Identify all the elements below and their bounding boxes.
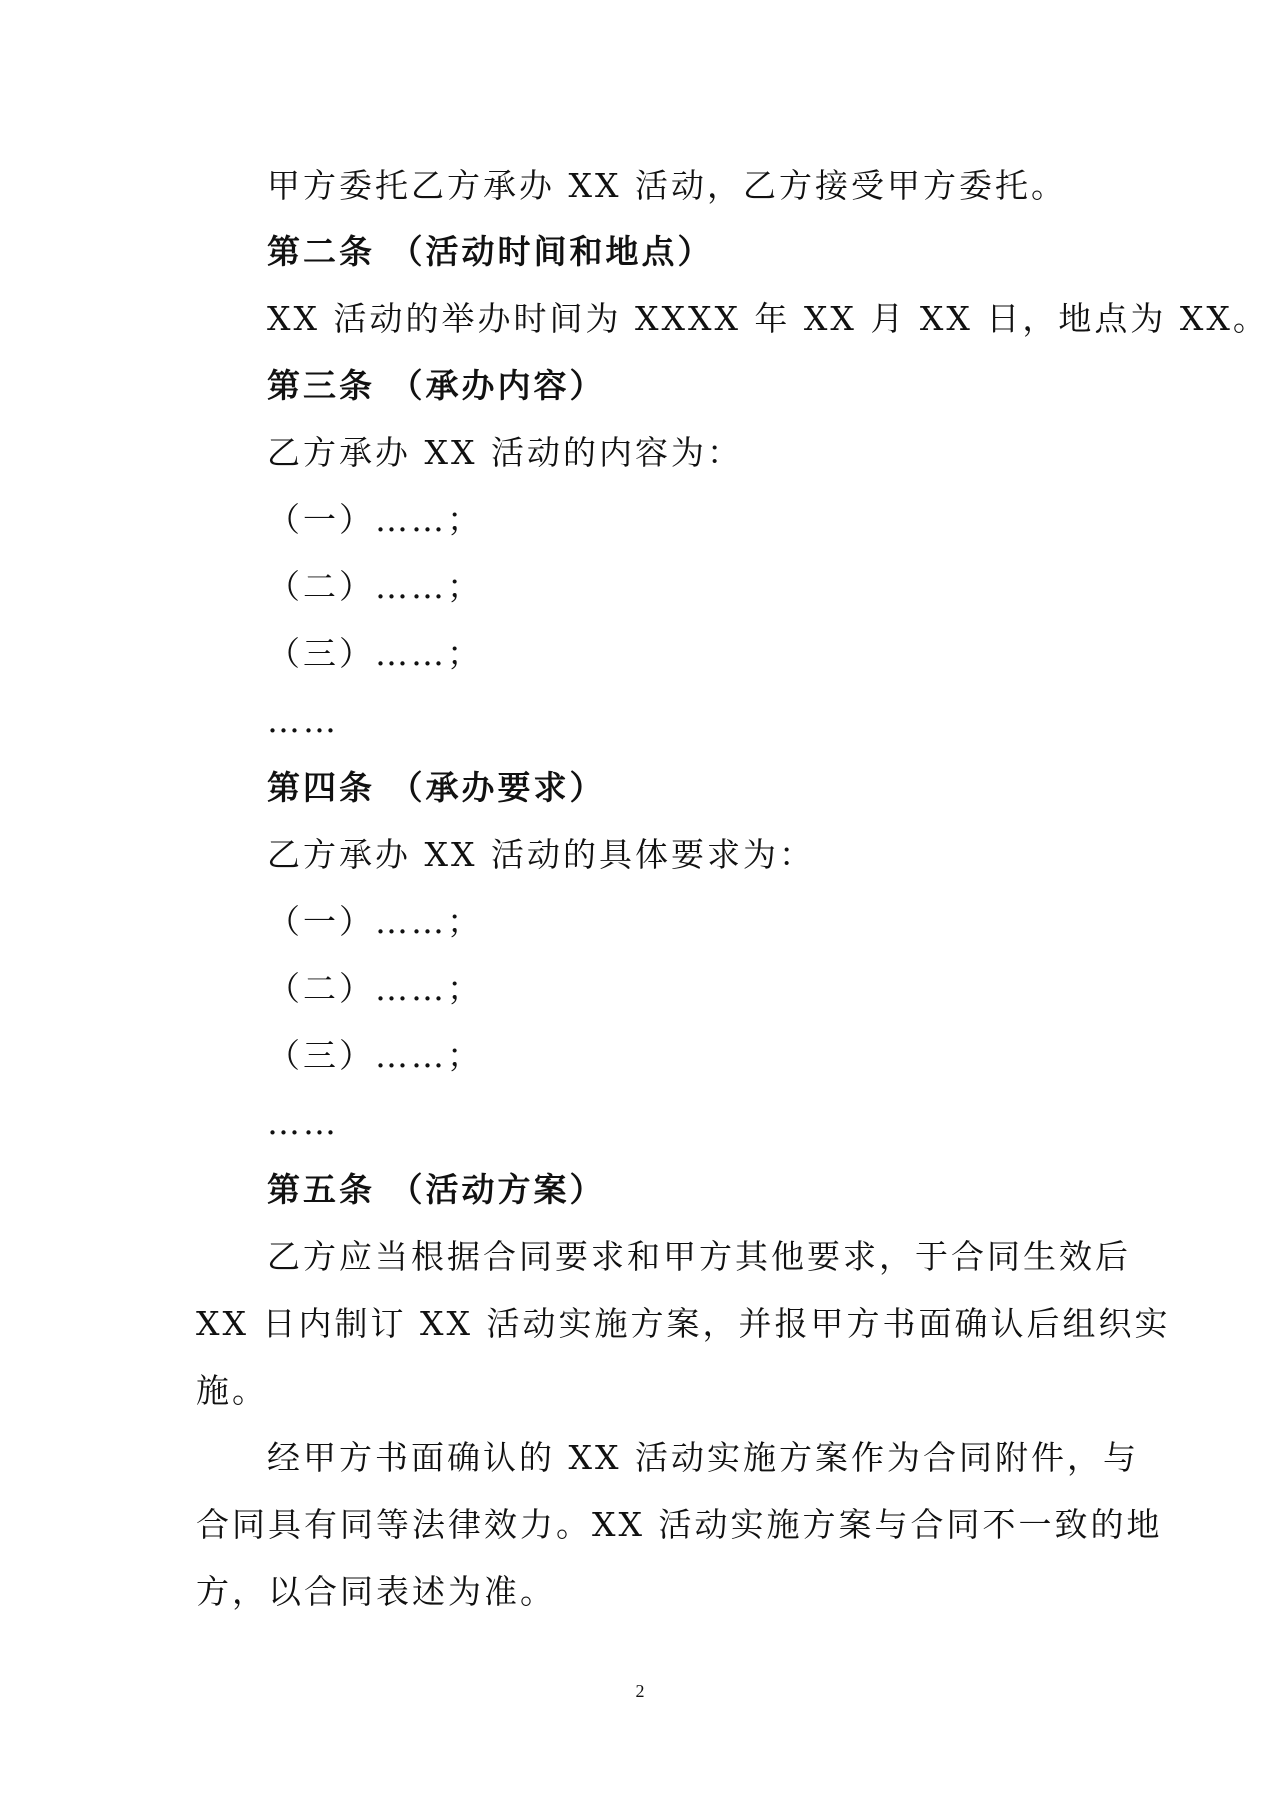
heading-article-3: 第三条 （承办内容）: [267, 366, 606, 405]
paragraph-attachment-line-3: 方，以合同表述为准。: [196, 1572, 556, 1611]
list-item-content-3: （三）……；: [267, 634, 483, 673]
list-ellipsis-requirements: ……: [267, 1103, 339, 1142]
list-ellipsis-content: ……: [267, 701, 339, 740]
heading-article-4: 第四条 （承办要求）: [267, 768, 606, 807]
paragraph-plan-line-1: 乙方应当根据合同要求和甲方其他要求，于合同生效后: [267, 1237, 1131, 1276]
paragraph-time-place: XX 活动的举办时间为 XXXX 年 XX 月 XX 日，地点为 XX。: [267, 299, 1269, 338]
list-item-requirement-2: （二）……；: [267, 969, 483, 1008]
page-number: 2: [635, 1681, 645, 1701]
list-item-content-2: （二）……；: [267, 567, 483, 606]
list-item-content-1: （一）……；: [267, 500, 483, 539]
paragraph-requirements-intro: 乙方承办 XX 活动的具体要求为：: [267, 835, 815, 874]
paragraph-attachment-line-1: 经甲方书面确认的 XX 活动实施方案作为合同附件，与: [267, 1438, 1139, 1477]
paragraph-plan-line-3: 施。: [196, 1371, 268, 1410]
list-item-requirement-1: （一）……；: [267, 902, 483, 941]
heading-article-5: 第五条 （活动方案）: [267, 1170, 606, 1209]
heading-article-2: 第二条 （活动时间和地点）: [267, 232, 714, 271]
paragraph-attachment-line-2: 合同具有同等法律效力。XX 活动实施方案与合同不一致的地: [196, 1505, 1163, 1544]
list-item-requirement-3: （三）……；: [267, 1036, 483, 1075]
paragraph-entrust: 甲方委托乙方承办 XX 活动，乙方接受甲方委托。: [267, 166, 1067, 205]
paragraph-plan-line-2: XX 日内制订 XX 活动实施方案，并报甲方书面确认后组织实: [196, 1304, 1171, 1343]
paragraph-content-intro: 乙方承办 XX 活动的内容为：: [267, 433, 743, 472]
